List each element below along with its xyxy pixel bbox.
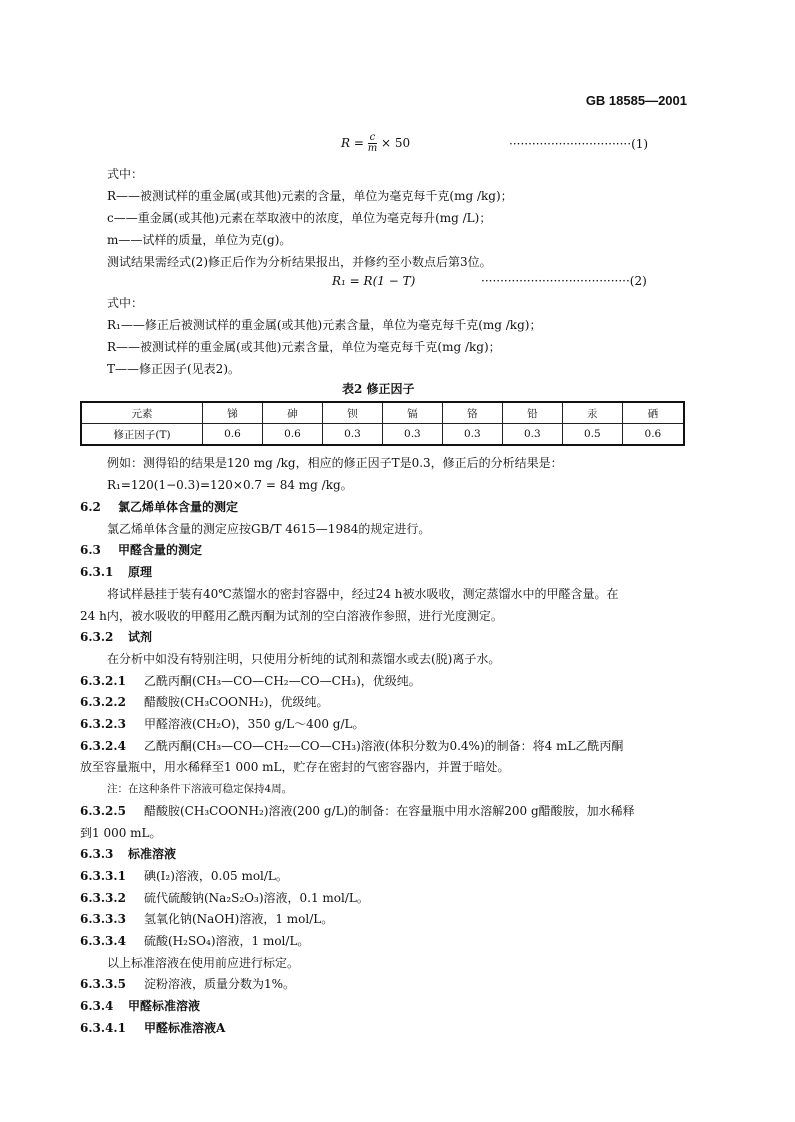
section-title: 硫酸(H₂SO₄)溶液，1 mol/L。 xyxy=(144,934,310,948)
table-header-cell: 钡 xyxy=(322,402,382,424)
section-title: 碘(I₂)溶液，0.05 mol/L。 xyxy=(144,869,288,883)
formula-1-denominator: m xyxy=(367,143,378,154)
section-number: 6.3 xyxy=(80,543,101,557)
section-title: 醋酸胺(CH₃COONH₂)溶液(200 g/L)的制备：在容量瓶中用水溶解200 g醋酸胺，加水稀释 xyxy=(144,804,635,818)
section-heading xyxy=(80,542,202,558)
section-title: 甲醛标准溶液A xyxy=(144,1021,226,1035)
formula-1-rhs: × 50 xyxy=(381,136,411,150)
table-header-cell: 砷 xyxy=(262,402,322,424)
section-heading xyxy=(80,868,288,884)
section-number: 6.3.4 xyxy=(80,999,114,1013)
definition-R-corrected: R——被测试样的重金属(或其他)元素含量，单位为毫克每千克(mg /kg)； xyxy=(107,340,501,354)
section-title: 原理 xyxy=(128,565,153,579)
section-heading xyxy=(80,911,333,927)
section-title: 乙酰丙酮(CH₃—CO—CH₂—CO—CH₃)溶液(体积分数为0.4%)的制备：将4 mL乙酰丙酮 xyxy=(144,739,624,753)
definition-R: R——被测试样的重金属(或其他)元素的含量，单位为毫克每千克(mg /kg)； xyxy=(107,189,513,203)
table-header-cell: 元素 xyxy=(81,402,203,424)
section-number: 6.3.2.2 xyxy=(80,695,126,709)
formula-2: R₁ = R(1 − T) xyxy=(332,274,416,288)
section-number: 6.3.2.3 xyxy=(80,717,126,731)
body-text: 放至容量瓶中，用水稀释至1 000 mL，贮存在密封的气密容器内，并置于暗处。 xyxy=(80,760,510,774)
section-title: 甲醛标准溶液 xyxy=(128,999,201,1013)
body-text: 在分析中如没有特别注明，只使用分析纯的试剂和蒸馏水或去(脱)离子水。 xyxy=(107,652,501,666)
section-title: 淀粉溶液，质量分数为1%。 xyxy=(144,977,296,991)
table-cell: 0.6 xyxy=(203,424,263,446)
definition-m: m——试样的质量，单位为克(g)。 xyxy=(107,233,292,247)
section-title: 甲醛含量的测定 xyxy=(118,543,203,557)
body-text: 氯乙烯单体含量的测定应按GB/T 4615—1984的规定进行。 xyxy=(107,522,431,536)
section-number: 6.3.3.1 xyxy=(80,869,126,883)
section-title: 标准溶液 xyxy=(128,847,177,861)
section-number: 6.3.2 xyxy=(80,630,114,644)
table-header-cell: 镉 xyxy=(382,402,442,424)
section-number: 6.3.2.5 xyxy=(80,804,126,818)
section-number: 6.3.4.1 xyxy=(80,1021,126,1035)
section-heading xyxy=(80,998,200,1014)
standard-number: GB 18585—2001 xyxy=(585,93,687,108)
section-title: 甲醛溶液(CH₂O)，350 g/L～400 g/L。 xyxy=(144,717,365,731)
correction-text: 测试结果需经式(2)修正后作为分析结果报出，并修约至小数点后第3位。 xyxy=(107,255,492,269)
table-header-cell: 铅 xyxy=(502,402,562,424)
table-cell: 0.6 xyxy=(262,424,322,446)
formula-1 xyxy=(341,133,410,154)
section-number: 6.2 xyxy=(80,500,101,514)
section-heading xyxy=(80,803,635,819)
table-cell: 0.3 xyxy=(502,424,562,446)
correction-factor-table xyxy=(80,401,685,446)
section-number: 6.3.3.5 xyxy=(80,977,126,991)
section-heading xyxy=(80,499,238,515)
section-number: 6.3.2.1 xyxy=(80,674,126,688)
section-title: 乙酰丙酮(CH₃—CO—CH₂—CO—CH₃)，优级纯。 xyxy=(144,674,421,688)
section-title: 试剂 xyxy=(128,630,153,644)
formula-1-numerator: c xyxy=(369,132,376,143)
section-heading xyxy=(80,1020,225,1036)
table-header-row xyxy=(81,402,684,424)
definition-R1: R₁——修正后被测试样的重金属(或其他)元素含量，单位为毫克每千克(mg /kg)； xyxy=(107,318,542,332)
table-caption: 表2 修正因子 xyxy=(342,382,415,396)
section-heading xyxy=(80,933,309,949)
formula-1-lhs: R = xyxy=(341,136,364,150)
where-label-1: 式中： xyxy=(107,167,144,181)
table-header-cell: 硒 xyxy=(622,402,684,424)
section-number: 6.3.3.2 xyxy=(80,891,126,905)
table-cell: 0.3 xyxy=(442,424,502,446)
section-heading xyxy=(80,890,369,906)
section-number: 6.3.3.4 xyxy=(80,934,126,948)
section-heading xyxy=(80,738,623,754)
body-text: 将试样悬挂于装有40℃蒸馏水的密封容器中，经过24 h被水吸收，测定蒸馏水中的甲醛含量。在 xyxy=(107,587,619,601)
table-cell: 0.5 xyxy=(562,424,622,446)
table-cell: 修正因子(T) xyxy=(81,424,203,446)
section-heading xyxy=(80,629,152,645)
definition-T: T——修正因子(见表2)。 xyxy=(107,362,241,376)
table-cell: 0.3 xyxy=(382,424,442,446)
section-title: 醋酸胺(CH₃COONH₂)，优级纯。 xyxy=(144,695,329,709)
section-heading xyxy=(80,846,176,862)
section-title: 氢氧化钠(NaOH)溶液，1 mol/L。 xyxy=(144,912,334,926)
definition-c: c——重金属(或其他)元素在萃取液中的浓度，单位为毫克每升(mg /L)； xyxy=(107,211,492,225)
table-row xyxy=(81,424,684,446)
formula-2-number: ·······································(2) xyxy=(481,274,647,288)
table-cell: 0.3 xyxy=(322,424,382,446)
example-line-2: R₁=120(1−0.3)=120×0.7 = 84 mg /kg。 xyxy=(107,478,353,492)
table-header-cell: 铬 xyxy=(442,402,502,424)
section-heading xyxy=(80,694,328,710)
body-text: 24 h内，被水吸收的甲醛用乙酰丙酮为试剂的空白溶液作参照，进行光度测定。 xyxy=(80,609,503,623)
section-number: 6.3.3 xyxy=(80,847,114,861)
section-title: 硫代硫酸钠(Na₂S₂O₃)溶液，0.1 mol/L。 xyxy=(144,891,369,905)
section-number: 6.3.1 xyxy=(80,565,114,579)
table-cell: 0.6 xyxy=(622,424,684,446)
body-text: 到1 000 mL。 xyxy=(80,826,162,840)
section-number: 6.3.3.3 xyxy=(80,912,126,926)
note-text: 注：在这种条件下溶液可稳定保持4周。 xyxy=(107,783,293,795)
section-heading xyxy=(80,716,364,732)
section-number: 6.3.2.4 xyxy=(80,739,126,753)
section-heading xyxy=(80,976,295,992)
table-header-cell: 汞 xyxy=(562,402,622,424)
section-heading xyxy=(80,673,421,689)
table-header-cell: 锑 xyxy=(203,402,263,424)
section-heading xyxy=(80,564,152,580)
section-title: 氯乙烯单体含量的测定 xyxy=(118,500,239,514)
example-line-1: 例如：测得铅的结果是120 mg /kg，相应的修正因子T是0.3，修正后的分析结果是： xyxy=(107,456,563,470)
formula-1-number: ································(1) xyxy=(509,137,649,151)
where-label-2: 式中： xyxy=(107,296,144,310)
body-text: 以上标准溶液在使用前应进行标定。 xyxy=(107,956,300,970)
formula-1-fraction xyxy=(368,133,377,154)
